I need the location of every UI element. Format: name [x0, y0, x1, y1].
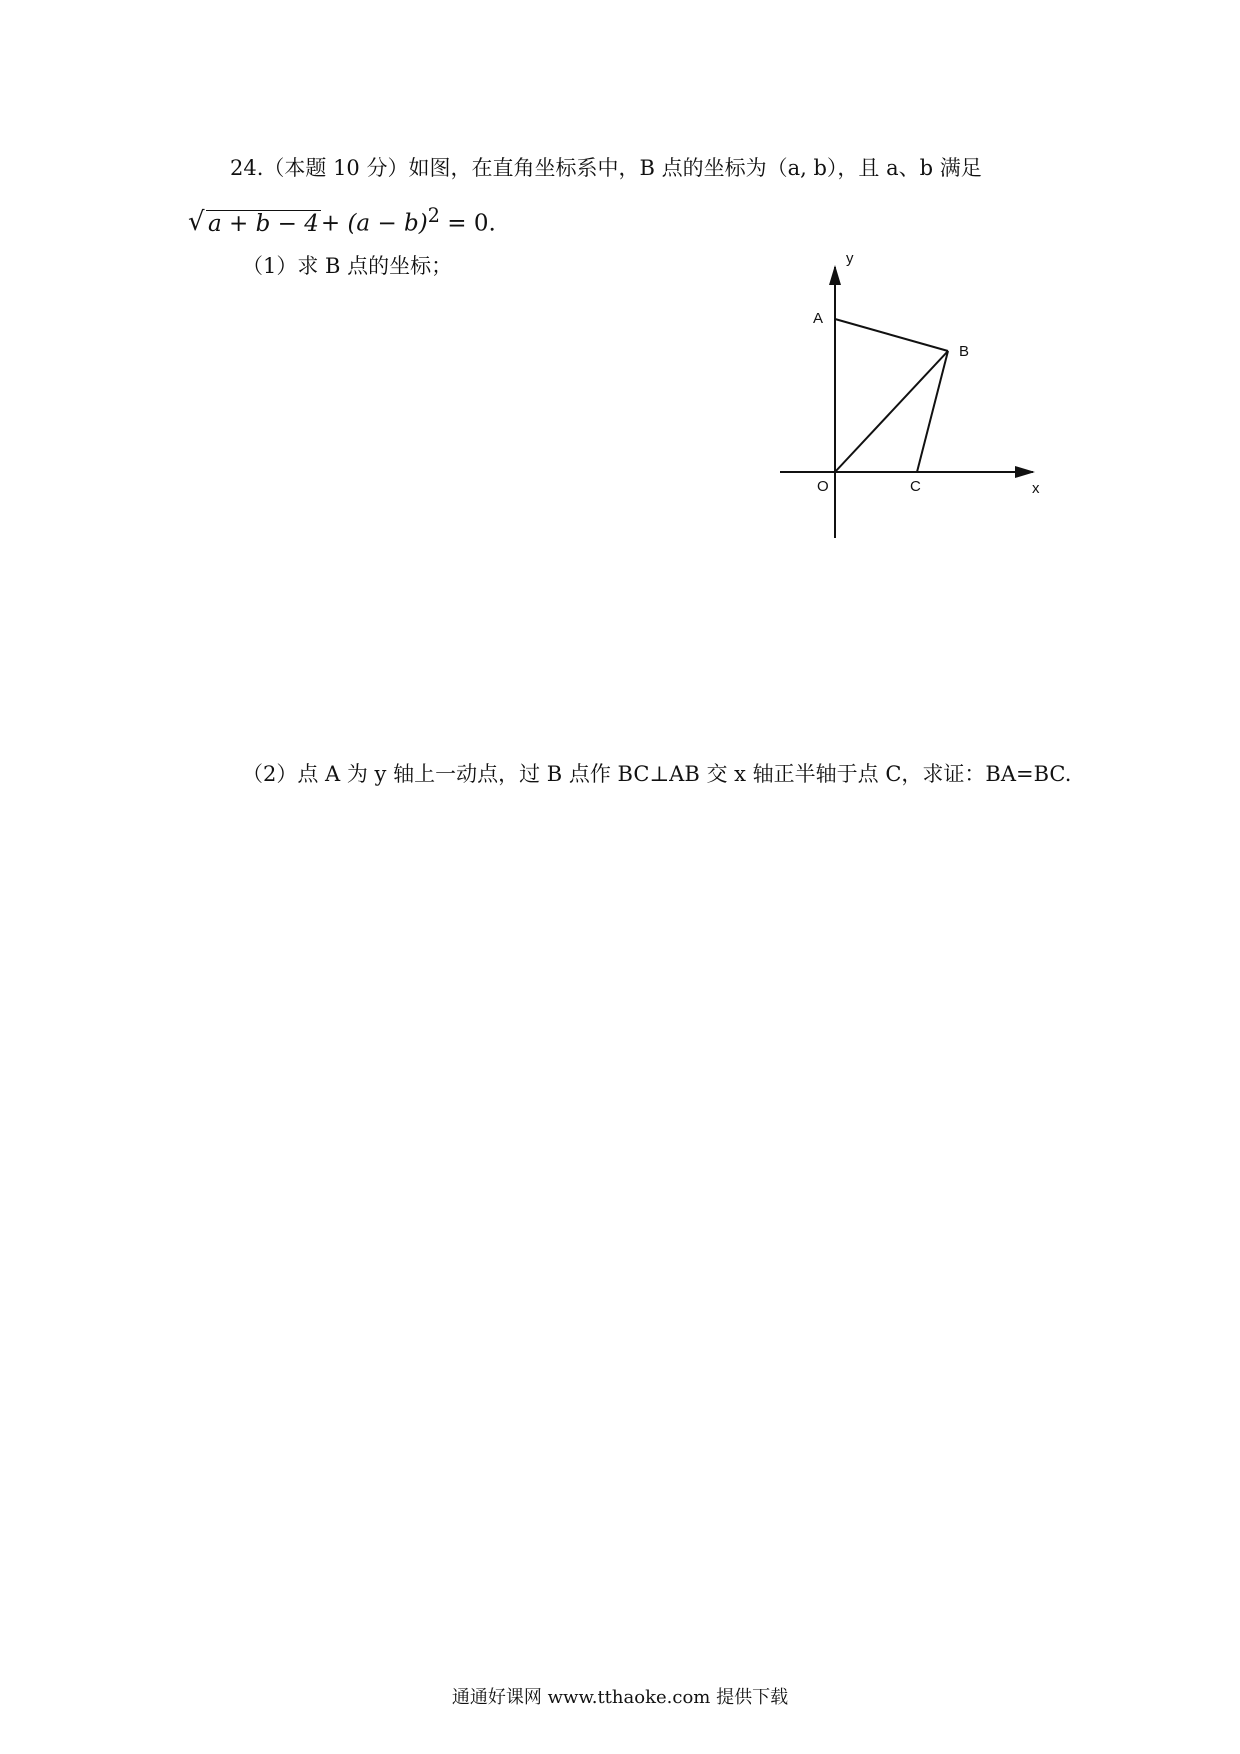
label-A: A [813, 310, 824, 327]
square-root [188, 206, 321, 238]
radicand: a + b − 4 [208, 210, 319, 237]
coordinate-figure [770, 245, 1070, 545]
question-header: 24.（本题 10 分）如图，在直角坐标系中，B 点的坐标为（a, b），且 a、b 满足 [230, 156, 982, 180]
label-origin: O [817, 478, 829, 495]
label-B: B [959, 343, 970, 360]
equation-tail: = 0. [439, 210, 496, 237]
segment-OB [835, 351, 948, 472]
page-footer: 通通好课网 www.tthaoke.com 提供下载 [451, 1687, 789, 1708]
segment-BC [917, 351, 948, 472]
equation-exponent: 2 [427, 204, 440, 227]
question-part-1: （1）求 B 点的坐标； [242, 254, 453, 278]
label-x-axis: x [1032, 480, 1040, 497]
radical-sign-icon: √ [188, 206, 205, 237]
condition-equation [188, 202, 496, 238]
equation-square-term: + (a − b) [320, 210, 428, 237]
label-C: C [910, 478, 921, 495]
question-part-2: （2）点 A 为 y 轴上一动点，过 B 点作 BC⊥AB 交 x 轴正半轴于点 C，求证：BA=BC. [242, 762, 1072, 786]
segment-AB [835, 319, 948, 351]
label-y-axis: y [846, 250, 854, 267]
